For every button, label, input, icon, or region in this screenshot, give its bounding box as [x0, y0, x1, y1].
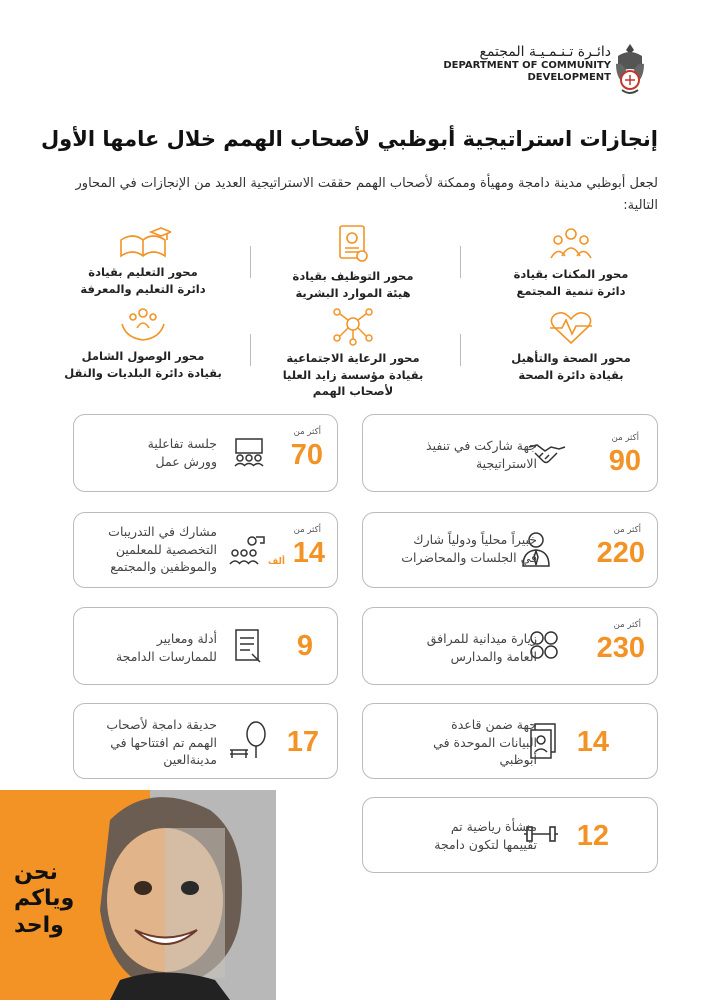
- stat-prefix: أكثر من: [293, 427, 321, 437]
- guide-icon: [234, 628, 262, 664]
- stat-line-1: جهة شاركت في تنفيذ: [426, 438, 537, 453]
- axis-label-1: محور التوظيف بقيادة: [292, 269, 414, 283]
- stat-line-2: وورش عمل: [155, 453, 217, 469]
- stat-number: 230: [596, 632, 645, 664]
- falcon-emblem-icon: [612, 42, 648, 100]
- stat-description: [87, 630, 217, 665]
- stat-line-1: خبيراً محلياً ودولياً شارك: [413, 532, 537, 547]
- axis-label-3: لأصحاب الهمم: [312, 384, 394, 399]
- divider: [250, 246, 251, 278]
- page-title: إنجازات استراتيجية أبوظبي لأصحاب الهمم خلال عامها الأول: [40, 127, 658, 151]
- axis-employment: [258, 224, 448, 301]
- stat-number: 90: [608, 445, 641, 477]
- stat-line-1: أدلة ومعايير: [156, 631, 217, 646]
- stat-line-2: البيانات الموحدة في: [433, 734, 537, 750]
- stat-description: [87, 435, 217, 470]
- stat-card-sports: [362, 797, 658, 873]
- stat-line-1: جلسة تفاعلية: [147, 436, 217, 451]
- stat-number: 14: [292, 537, 325, 569]
- stat-prefix: أكثر من: [611, 433, 639, 443]
- stat-line-2: للممارسات الدامجة: [115, 648, 217, 664]
- stat-card-partners: [362, 414, 658, 492]
- stat-line-2: الهمم تم افتتاحها في: [110, 734, 217, 750]
- stat-card-sessions: [73, 414, 338, 492]
- stat-suffix: ألف: [267, 557, 285, 567]
- stat-line-2: في الجلسات والمحاضرات: [401, 549, 537, 565]
- stat-description: [377, 437, 537, 472]
- stat-description: [377, 531, 537, 566]
- axis-label-2: بقيادة مؤسسة زايد العليا: [282, 367, 424, 382]
- stat-prefix: أكثر من: [293, 525, 321, 535]
- park-icon: [228, 720, 268, 760]
- divider: [460, 334, 461, 366]
- org-name-english-1: DEPARTMENT OF COMMUNITY: [443, 60, 611, 72]
- heartbeat-icon: [548, 310, 594, 346]
- axis-label-1: محور الصحة والتأهيل: [511, 351, 631, 365]
- stat-line-3: أبوظبي: [499, 752, 537, 767]
- stat-number: 12: [576, 820, 609, 852]
- stat-card-experts: [362, 512, 658, 588]
- axis-enablers: [476, 226, 666, 299]
- stat-line-2: تقييمها لتكون دامجة: [434, 836, 537, 852]
- slogan-line-3: واحد: [14, 912, 64, 938]
- stat-card-parks: [73, 703, 338, 779]
- workshop-icon: [232, 437, 266, 467]
- stat-line-1: حديقة دامجة لأصحاب: [106, 717, 217, 732]
- stat-number: 17: [286, 726, 319, 758]
- stat-line-2: العامة والمدارس: [450, 648, 537, 664]
- training-icon: [228, 533, 266, 565]
- divider: [250, 334, 251, 366]
- stat-prefix: أكثر من: [613, 620, 641, 630]
- stat-line-1: جهة ضمن قاعدة: [451, 717, 537, 732]
- stat-line-3: مدينةالعين: [163, 752, 217, 767]
- stat-number: 14: [576, 726, 609, 758]
- axis-education: [48, 226, 238, 297]
- hands-people-icon: [120, 306, 166, 344]
- stat-description: [397, 818, 537, 853]
- intro-paragraph: لجعل أبوظبي مدينة دامجة ومهيأة وممكنة لأصحاب الهمم حققت الاستراتيجية العديد من الإنجازات في المحاور التالية:: [75, 176, 658, 214]
- axis-label-2: هيئة الموارد البشرية: [295, 285, 411, 300]
- axis-label-2: بقيادة دائرة البلديات والنقل: [64, 365, 222, 380]
- stat-description: [81, 716, 217, 769]
- stat-number: 70: [290, 439, 323, 471]
- stat-card-visits: [362, 607, 658, 685]
- axis-label-2: دائرة التعليم والمعرفة: [80, 281, 206, 296]
- stat-number: 9: [296, 630, 313, 662]
- stat-line-3: والموظفين والمجتمع: [110, 559, 217, 574]
- axis-label-1: محور الوصول الشامل: [81, 349, 205, 363]
- axis-label-1: محور المكنات بقيادة: [513, 267, 629, 281]
- axis-label-2: دائرة تنمية المجتمع: [516, 283, 626, 298]
- stat-line-2: التخصصية للمعلمين: [115, 541, 217, 557]
- graduation-book-icon: [115, 226, 171, 260]
- axis-accessibility: [48, 306, 238, 381]
- slogan-line-2: وياكم: [14, 886, 75, 912]
- axis-social-care: [258, 306, 448, 400]
- org-name-english-2: DEVELOPMENT: [527, 71, 611, 83]
- axis-health: [476, 310, 666, 383]
- stat-number: 220: [596, 537, 645, 569]
- stat-line-2: الاستراتيجية: [475, 455, 537, 471]
- stat-card-guides: [73, 607, 338, 685]
- network-icon: [331, 306, 375, 346]
- slogan: [14, 860, 74, 939]
- stat-card-database: [362, 703, 658, 779]
- certificate-icon: [335, 224, 371, 264]
- axis-label-1: محور الرعاية الاجتماعية: [286, 351, 420, 365]
- org-logo-text: [443, 44, 611, 83]
- axis-label-2: بقيادة دائرة الصحة: [518, 367, 624, 382]
- stat-line-1: مشارك في التدريبات: [108, 524, 217, 539]
- stat-prefix: أكثر من: [613, 525, 641, 535]
- stat-description: [387, 716, 537, 769]
- stat-card-trainees: [73, 512, 338, 588]
- divider: [460, 246, 461, 278]
- stat-line-1: منشأة رياضية تم: [450, 819, 537, 834]
- stat-description: [387, 630, 537, 665]
- slogan-line-1: نحن: [14, 860, 58, 885]
- org-name-arabic: دائـرة تـنـمـيـة المجتمع: [479, 44, 611, 60]
- stat-line-1: زيارة ميدانية للمرافق: [426, 631, 537, 646]
- axis-label-1: محور التعليم بقيادة: [88, 265, 198, 279]
- group-icon: [548, 226, 594, 262]
- stat-description: [81, 523, 217, 576]
